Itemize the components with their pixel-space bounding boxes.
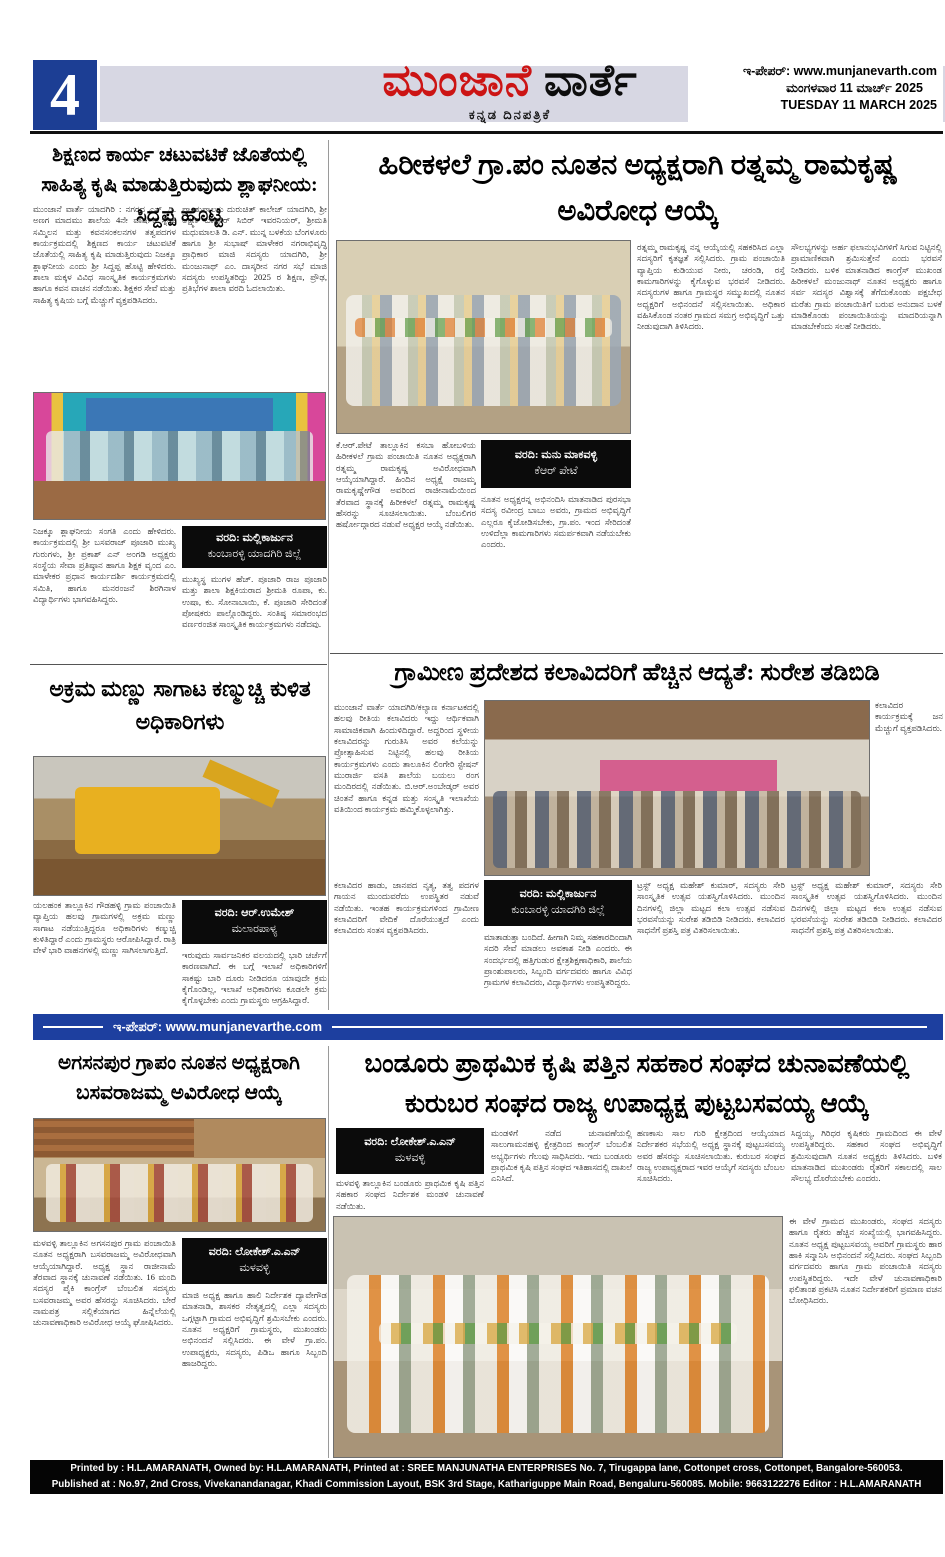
artists-byline-reporter: ವರದಿ: ಮಲ್ಲಿಕಾರ್ಜುನ <box>519 888 597 901</box>
photo-hirikalale-garlands <box>355 318 613 337</box>
photo-excavator-soil <box>34 859 325 895</box>
agasanapura-col1: ಮಳವಳ್ಳಿ ತಾಲ್ಲೂಕಿನ ಅಗಸನಪುರ ಗ್ರಾಮ ಪಂಚಾಯಿತಿ ನೂತನ ಅಧ್ಯಕ್ಷರಾಗಿ ಬಸವರಾಜಮ್ಮ ಅವಿರೋಧವಾಗಿ ಆಯ್ಕೆಯಾಗಿದ್ದಾರೆ. ಅಧ್ಯಕ್ಷ ಸ್ಥಾನ ರಾಜೀನಾಮೆ ತೆರವಾದ ಸ್ಥಾನಕ್ಕೆ ಚುನಾವಣೆ ನಡೆಯಿತು. 16 ಮಂದಿ ಸದಸ್ಯರ ಪೈಕಿ ಕಾಂಗ್ರೆಸ್ ಬೆಂಬಲಿತ ಸದಸ್ಯರು ಬಸವರಾಜಮ್ಮ ಅವರ ಹೆಸರನ್ನು ಸೂಚಿಸಿದರು. ಬೇರೆ ನಾಮಪತ್ರ ಸಲ್ಲಿಕೆಯಾಗದ ಹಿನ್ನೆಲೆಯಲ್ಲಿ ಚುನಾವಣಾಧಿಕಾರಿ ಅವಿರೋಧ ಆಯ್ಕೆ ಘೋಷಿಸಿದರು. <box>33 1238 176 1328</box>
artists-col1: ಮುಂಜಾನೆ ವಾರ್ತೆ ಯಾದಗಿರಿ/ಕಲ್ಯಾಣ ಕರ್ನಾಟಕದಲ್ಲಿ ಹಲವು ರೀತಿಯ ಕಲಾವಿದರು ಇದ್ದು ಆರ್ಥಿಕವಾಗಿ ಸಾಮಾಜಿಕವಾಗಿ ಹಿಂದುಳಿದಿದ್ದಾರೆ. ಅದ್ದರಿಂದ ಸ್ಥಳೀಯ ಕಲಾವಿದರನ್ನು ಗುರುತಿಸಿ ಅವರ ಕಲೆಯನ್ನು ಪ್ರೋತ್ಸಾಹಿಸುವ ನಿಟ್ಟಿನಲ್ಲಿ ಹಲವು ರೀತಿಯ ಕಾರ್ಯಕ್ರಮಗಳು ಎಂದು ತಾಲೂಕಿನ ಲಿಂಗೇರಿ ಸ್ಟೇಷನ್ ಮುರಾರ್ಜಿ ವಸತಿ ಶಾಲೆಯ ಬಯಲು ರಂಗ ಮಂದಿರದಲ್ಲಿ ನಡೆಯಿತು. ಬಿ.ಆರ್.ಅಂಬೇಡ್ಕರ್ ಅವರ ಚಿಂತನೆ ಹಾಗೂ ಕನ್ನಡ ಮತ್ತು ಸಂಸ್ಕೃತಿ ಇಲಾಖೆಯ ವತಿಯಿಂದ ಕಾರ್ಯಕ್ರಮ ಹಮ್ಮಿಕೊಳ್ಳಲಾಗಿತ್ತು. <box>334 702 479 815</box>
photo-hirikalale-people <box>346 295 621 406</box>
photo-artists-audience <box>493 791 862 868</box>
edu-body-col4: ಮುಖ್ಯಸ್ಥ ಮುಗಳ ಹೆಚ್. ಪೂಜಾರಿ ರಾಜ ಪೂಜಾರಿ ಮತ್ತು ಶಾಲಾ ಶಿಕ್ಷಕಿಯರಾದ ಶ್ರೀಮತಿ ರೂಪಾ, ಕು. ಉಷಾ, ಕು. ಸೋನಾಬಾಯಿ, ಕೆ. ಪೂಜಾರಿ ಸೇರಿದಂತೆ ಪೋಷಕರು ಪಾಲ್ಗೊಂಡಿದ್ದರು. ಸಂತಿಷ್ಠ ಸಮಾರಂಭದ ವರ್ಣರಂಜಿತ ಸಾಂಸ್ಕೃತಿಕ ಕಾರ್ಯಕ್ರಮಗಳು ನಡೆದವು. <box>182 574 327 630</box>
soil-col1: ಯಲಹಂಕ ತಾಲ್ಲೂಕಿನ ಗೌಡಹಳ್ಳಿ ಗ್ರಾಮ ಪಂಚಾಯಿತಿ ವ್ಯಾಪ್ತಿಯ ಹಲವು ಗ್ರಾಮಗಳಲ್ಲಿ ಅಕ್ರಮ ಮಣ್ಣು ಸಾಗಾಟ ನಡೆಯುತ್ತಿದ್ದರೂ ಅಧಿಕಾರಿಗಳು ಕಣ್ಮುಚ್ಚಿ ಕುಳಿತಿದ್ದಾರೆ ಎಂದು ಗ್ರಾಮಸ್ಥರು ಆರೋಪಿಸಿದ್ದಾರೆ. ರಾತ್ರಿ ವೇಳೆ ಭಾರಿ ವಾಹನಗಳಲ್ಲಿ ಮಣ್ಣು ಸಾಗಿಸಲಾಗುತ್ತಿದೆ. <box>33 900 176 956</box>
hirikalale-col-r2: ಸೌಲಭ್ಯಗಳನ್ನು ಅರ್ಹ ಫಲಾನುಭವಿಗಳಿಗೆ ಸಿಗುವ ನಿಟ್ಟಿನಲ್ಲಿ ಪ್ರಾಮಾಣಿಕವಾಗಿ ಶ್ರಮಿಸುತ್ತೇನೆ ಎಂದು ಭರವಸೆ ನೀಡಿದರು. ಬಳಿಕ ಮಾತನಾಡಿದ ಕಾಂಗ್ರೆಸ್ ಮುಖಂಡ ಹಿರೀಕಳಲೆ ಮಂಜುನಾಥ್ ನೂತನ ಅಧ್ಯಕ್ಷರು ಹಾಗೂ ಸರ್ವ ಸದಸ್ಯರ ವಿಶ್ವಾಸಕ್ಕೆ ತೆಗೆದುಕೊಂಡು ಪಕ್ಷಬೇಧ ಮರೆತು ಗ್ರಾಮ ಪಂಚಾಯಿತಿಗೆ ಬರುವ ಅನುದಾನ ಬಳಕೆ ಮಾಡಿಕೊಂಡು ಪಂಚಾಯಿತಿಯನ್ನು ಮಾದರಿಯನ್ನಾಗಿ ಮಾಡಬೇಕೆಂದು ಸಲಹೆ ನೀಡಿದರು. <box>791 242 942 332</box>
banduru-byline-reporter: ವರದಿ: ಲೋಕೇಶ್.ಎ.ಎನ್ <box>364 1136 456 1149</box>
hirikalale-col-mid: ನೂತನ ಅಧ್ಯಕ್ಷರನ್ನ ಅಭಿನಂದಿಸಿ ಮಾತನಾಡಿದ ಪುರಸಭಾ ಸದಸ್ಯ ರವೀಂದ್ರ ಬಾಬು ಅವರು, ಗ್ರಾಮದ ಅಭಿವೃದ್ಧಿಗೆ ಎಲ್ಲರೂ ಕೈಜೋಡಿಸಬೇಕು, ಗ್ರಾ.ಪಂ. ಇಂದ ಸೇರಿದಂತೆ ಉಳಿದೆಲ್ಲಾ ಕಾಮಗಾರಿಗಳು ಸಮರ್ಪಕವಾಗಿ ನಡೆಯಬೇಕು ಎಂದರು. <box>481 494 631 550</box>
photo-artists-dais <box>600 760 777 791</box>
hirikalale-col-r1: ರತ್ನಮ್ಮ ರಾಮಕೃಷ್ಣ ನನ್ನ ಆಯ್ಕೆಯಲ್ಲಿ ಸಹಕರಿಸಿದ ಎಲ್ಲಾ ಸದಸ್ಯರಿಗೆ ಕೃತಜ್ಞತೆ ಸಲ್ಲಿಸಿದರು. ಗ್ರಾಮ ಪಂಚಾಯಿತಿ ವ್ಯಾಪ್ತಿಯ ಕುಡಿಯುವ ನೀರು, ಚರಂಡಿ, ರಸ್ತೆ ಕಾಮಗಾರಿಗಳನ್ನು ಕೈಗೊಳ್ಳುವ ಭರವಸೆ ನೀಡಿದರು. ಸದಸ್ಯರುಗಳ ಹಾಗೂ ಗ್ರಾಮಸ್ಥರ ಸಮ್ಮುಖದಲ್ಲಿ ನೂತನ ಅಧ್ಯಕ್ಷರಿಗೆ ಅಭಿನಂದನೆ ಸಲ್ಲಿಸಲಾಯಿತು. ಅಧಿಕಾರ ವಹಿಸಿಕೊಂಡ ನಂತರ ಗ್ರಾಮದ ಸಮಗ್ರ ಅಭಿವೃದ್ಧಿಗೆ ಒತ್ತು ನೀಡುವುದಾಗಿ ತಿಳಿಸಿದರು. <box>637 242 785 332</box>
banduru-byline-place: ಮಳವಳ್ಳಿ <box>394 1152 426 1164</box>
soil-col2: ಇರುವುದು ಸಾರ್ವಜನಿಕರ ವಲಯದಲ್ಲಿ ಭಾರಿ ಚರ್ಚೆಗೆ ಕಾರಣವಾಗಿದೆ. ಈ ಬಗ್ಗೆ ಇಲಾಖೆ ಅಧಿಕಾರಿಗಳಿಗೆ ಸಾಕಷ್ಟು ಬಾರಿ ದೂರು ನೀಡಿದರೂ ಯಾವುದೇ ಕ್ರಮ ಕೈಗೊಂಡಿಲ್ಲ, ಇಲಾಖೆ ಅಧಿಕಾರಿಗಳು ಕೂಡಲೇ ಕ್ರಮ ಕೈಗೊಳ್ಳಬೇಕು ಎಂದು ಗ್ರಾಮಸ್ಥರು ಆಗ್ರಹಿಸಿದ್ದಾರೆ. <box>182 950 327 1006</box>
photo-excavator-body <box>75 787 221 853</box>
headline-hirikalale: ಹಿರೀಕಳಲೆ ಗ್ರಾ.ಪಂ ನೂತನ ಅಧ್ಯಕ್ಷರಾಗಿ ರತ್ನಮ್ಮ ರಾಮಕೃಷ್ಣ ಅವಿರೋಧ ಆಯ್ಕೆ <box>378 149 898 228</box>
masthead <box>310 58 710 122</box>
epaper-banner <box>33 1014 943 1040</box>
agasanapura-col2: ಮಾಜಿ ಅಧ್ಯಕ್ಷ ಹಾಗೂ ಹಾಲಿ ನಿರ್ದೇಶಕ ದ್ಯಾವೇಗೌಡ ಮಾತನಾಡಿ, ಶಾಸಕರ ನೇತೃತ್ವದಲ್ಲಿ ಎಲ್ಲಾ ಸದಸ್ಯರು ಒಗ್ಗಟ್ಟಾಗಿ ಗ್ರಾಮದ ಅಭಿವೃದ್ಧಿಗೆ ಶ್ರಮಿಸಬೇಕು ಎಂದರು. ನೂತನ ಅಧ್ಯಕ್ಷರಿಗೆ ಗ್ರಾಮಸ್ಥರು, ಮುಖಂಡರು ಅಭಿನಂದನೆ ಸಲ್ಲಿಸಿದರು. ಈ ವೇಳೆ ಗ್ರಾ.ಪಂ. ಉಪಾಧ್ಯಕ್ಷರು, ಸದಸ್ಯರು, ಪಿಡಿಒ ಹಾಗೂ ಸಿಬ್ಬಂದಿ ಹಾಜರಿದ್ದರು. <box>182 1290 327 1369</box>
masthead-word-black: ವಾರ್ತೆ <box>544 56 638 105</box>
headline-artists: ಗ್ರಾಮೀಣ ಪ್ರದೇಶದ ಕಲಾವಿದರಿಗೆ ಹೆಚ್ಚಿನ ಆದ್ಯತೆ: ಸುರೇಶ ತಡಿಬಿಡಿ <box>394 660 880 686</box>
masthead-tagline: ಕನ್ನಡ ದಿನಪತ್ರಿಕೆ <box>468 107 552 123</box>
banduru-col4: ಸಿದ್ದಯ್ಯ, ಗಿರಿಧರ ಕೃಷಿಕರು ಗ್ರಾಮದಿಂದ ಈ ವೇಳೆ ಉಪಸ್ಥಿತರಿದ್ದರು. ಸಹಕಾರ ಸಂಘದ ಅಭಿವೃದ್ಧಿಗೆ ಶ್ರಮಿಸುವುದಾಗಿ ನೂತನ ಅಧ್ಯಕ್ಷರು ತಿಳಿಸಿದರು. ಬಳಿಕ ಮಾತನಾಡಿದ ಮುಖಂಡರು ರೈತರಿಗೆ ಸಕಾಲದಲ್ಲಿ ಸಾಲ ಸೌಲಭ್ಯ ದೊರೆಯಬೇಕು ಎಂದರು. <box>791 1128 942 1184</box>
artists-col5: ಟ್ರಸ್ಟ್ ಅಧ್ಯಕ್ಷ ಮಹೇಶ್ ಕುಮಾರ್, ಸದಸ್ಯರು ಸೇರಿ ಸಾಂಸ್ಕೃತಿಕ ಉತ್ಸವ ಯಶಸ್ವಿಗೊಳಿಸಿದರು. ಮುಂದಿನ ದಿನಗಳಲ್ಲಿ ಜಿಲ್ಲಾ ಮಟ್ಟದ ಕಲಾ ಉತ್ಸವ ನಡೆಸುವ ಭರವಸೆಯನ್ನು ಸುರೇಶ ತಡಿಬಿಡಿ ನೀಡಿದರು. ಕಲಾವಿದರ ಸಾಧನೆಗೆ ಪ್ರಶಸ್ತಿ ಪತ್ರ ವಿತರಿಸಲಾಯಿತು. <box>791 880 942 936</box>
artists-col-sliver: ಕಲಾವಿದರ ಕಾರ್ಯಕ್ರಮಕ್ಕೆ ಜನ ಮೆಚ್ಚುಗೆ ವ್ಯಕ್ತಪಡಿಸಿದರು. <box>875 700 943 733</box>
banduru-col3: ಹಣಕಾಸು ಸಾಲ ಗುರಿ ಕ್ಷೇತ್ರದಿಂದ ಆಯ್ಕೆಯಾದ ನಿರ್ದೇಶಕರ ಸಭೆಯಲ್ಲಿ ಅಧ್ಯಕ್ಷ ಸ್ಥಾನಕ್ಕೆ ಪುಟ್ಟಬಸವಯ್ಯ ಅವರ ಹೆಸರನ್ನು ಸೂಚಿಸಲಾಯಿತು. ಕುರುಬರ ಸಂಘದ ರಾಜ್ಯ ಉಪಾಧ್ಯಕ್ಷರಾದ ಇವರ ಆಯ್ಕೆಗೆ ಸದಸ್ಯರು ಬೆಂಬಲ ಸೂಚಿಸಿದರು. <box>637 1128 785 1184</box>
epaper-banner-url: ಇ-ಪೇಪರ್: www.munjanevarthe.com <box>113 1019 323 1034</box>
agasanapura-byline-place: ಮಳವಳ್ಳಿ <box>239 1262 270 1274</box>
banner-dash-right <box>332 1026 927 1028</box>
imprint-footer <box>30 1460 943 1494</box>
banduru-byline <box>336 1128 484 1174</box>
photo-school-banner <box>86 398 272 431</box>
column-divider-top <box>328 140 329 1010</box>
hirikalale-col-left: ಕೆ.ಆರ್.ಪೇಟೆ ತಾಲ್ಲೂಕಿನ ಕಸಬಾ ಹೋಬಳಿಯ ಹಿರೀಕಳಲೆ ಗ್ರಾಮ ಪಂಚಾಯಿತಿ ನೂತನ ಅಧ್ಯಕ್ಷರಾಗಿ ರತ್ನಮ್ಮ ರಾಮಕೃಷ್ಣ ಅವಿರೋಧವಾಗಿ ಆಯ್ಕೆಯಾಗಿದ್ದಾರೆ. ಹಿಂದಿನ ಅಧ್ಯಕ್ಷೆ ರಾಜಮ್ಮ ರಾಮಕೃಷ್ಣೇಗೌಡ ಅವರಿಂದ ರಾಜೀನಾಮೆಯಿಂದ ತೆರವಾದ ಸ್ಥಾನಕ್ಕೆ ಹಿರೀಕಳಲೆ ರತ್ನಮ್ಮ ರಾಮಕೃಷ್ಣ ಹೆಸರನ್ನು ಸೂಚಿಸಲಾಯಿತು. ಬೆಂಬಲಿಗರ ಹರ್ಷೋದ್ಗಾರದ ನಡುವೆ ಅಧ್ಯಕ್ಷರ ಆಯ್ಕೆ ನಡೆಯಿತು. <box>336 440 476 530</box>
photo-banduru-people <box>347 1275 768 1433</box>
soil-byline-place: ಮಲಾರಪಾಳ್ಯ <box>231 923 278 935</box>
imprint-line1: Printed by : H.L.AMARANATH, Owned by: H.L.AMARANATH, Printed at : SREE MANJUNATHA ENTERPRISES No. 7, Tirugappa lane, Cottonpet cross, Cottonpet, Bangalore-560053. <box>70 1463 903 1475</box>
edu-byline-place: ಕುಂಬಾರಳ್ಳಿ ಯಾದಗಿರಿ ಜಿಲ್ಲೆ <box>207 548 302 560</box>
photo-agasanapura-roof <box>34 1119 194 1157</box>
banduru-col1: ಮಳವಳ್ಳಿ ತಾಲ್ಲೂಕಿನ ಬಂಡೂರು ಪ್ರಾಥಮಿಕ ಕೃಷಿ ಪತ್ತಿನ ಸಹಕಾರ ಸಂಘದ ನಿರ್ದೇಶಕ ಮಂಡಳಿ ಚುನಾವಣೆ ನಡೆಯಿತು. <box>336 1178 484 1210</box>
header-rule <box>30 131 943 134</box>
artists-byline <box>484 880 632 926</box>
artists-col4: ಟ್ರಸ್ಟ್ ಅಧ್ಯಕ್ಷ ಮಹೇಶ್ ಕುಮಾರ್, ಸದಸ್ಯರು ಸೇರಿ ಸಾಂಸ್ಕೃತಿಕ ಉತ್ಸವ ಯಶಸ್ವಿಗೊಳಿಸಿದರು. ಮುಂದಿನ ದಿನಗಳಲ್ಲಿ ಜಿಲ್ಲಾ ಮಟ್ಟದ ಕಲಾ ಉತ್ಸವ ನಡೆಸುವ ಭರವಸೆಯನ್ನು ಸುರೇಶ ತಡಿಬಿಡಿ ನೀಡಿದರು. ಕಲಾವಿದರ ಸಾಧನೆಗೆ ಪ್ರಶಸ್ತಿ ಪತ್ರ ವಿತರಿಸಲಾಯಿತು. <box>637 880 785 936</box>
headline-education: ಶಿಕ್ಷಣದ ಕಾರ್ಯ ಚಟುವಟಿಕೆ ಜೊತೆಯಲ್ಲಿ ಸಾಹಿತ್ಯ ಕೃಷಿ ಮಾಡುತ್ತಿರುವುದು ಶ್ಲಾಘನೀಯ: ಸಿದ್ದಪ್ಪ ಹೊಟ್ಟಿ <box>41 144 318 226</box>
epaper-url: ಇ-ಪೇಪರ್: www.munjanevarth.com <box>742 64 937 78</box>
hirikalale-byline-reporter: ವರದಿ: ಮನು ಮಾಕವಳ್ಳಿ <box>514 449 598 462</box>
photo-excavator <box>33 756 326 896</box>
artists-byline-place: ಕುಂಬಾರಳ್ಳಿ ಯಾದಗಿರಿ ಜಿಲ್ಲೆ <box>511 904 605 916</box>
headline-agasanapura: ಅಗಸನಪುರ ಗ್ರಾಪಂ ನೂತನ ಅಧ್ಯಕ್ಷರಾಗಿ ಬಸವರಾಜಮ್ಮ ಅವಿರೋಧ ಆಯ್ಕೆ <box>58 1052 300 1104</box>
artists-col3: ಮಾತಾಡುತ್ತಾ ಬಂದಿದೆ. ಹೀಗಾಗಿ ನಿಮ್ಮ ಸಹಕಾರದಿಂದಾಗಿ ಸದರಿ ಸೇವೆ ಮಾಡಲು ಅವಕಾಶ ನೀಡಿ ಎಂದರು. ಈ ಸಂದರ್ಭದಲ್ಲಿ ಹತ್ತಿಗುಡುರ ಕ್ಷೇತ್ರಶಿಕ್ಷಣಾಧಿಕಾರಿ, ಶಾಲೆಯ ಪ್ರಾಂಶುಪಾಲರು, ಸಿಬ್ಬಂದಿ ವರ್ಗದವರು ಹಾಗೂ ವಿವಿಧ ಗ್ರಾಮಗಳ ಕಲಾವಿದರು, ವಿದ್ಯಾರ್ಥಿಗಳು ಉಪಸ್ಥಿತರಿದ್ದರು. <box>484 932 632 988</box>
agasanapura-byline <box>182 1238 327 1284</box>
header-info-box <box>688 62 943 122</box>
hirikalale-byline <box>481 440 631 488</box>
banner-dash-left <box>43 1026 103 1028</box>
edu-byline <box>182 526 327 568</box>
edu-byline-reporter: ವರದಿ: ಮಲ್ಲಿಕಾರ್ಜುನ <box>216 532 293 545</box>
page-number: 4 <box>30 57 100 133</box>
column-divider-bottom <box>328 1046 329 1458</box>
artists-col2: ಕಲಾವಿದರ ಹಾಡು, ಜಾನಪದ ನೃತ್ಯ, ತತ್ವ ಪದಗಳ ಗಾಯನ ಮುಂದುವರೆದು ಉಪಸ್ಥಿತರ ನಡುವೆ ನಡೆಯಿತು. ಇಂತಹ ಕಾರ್ಯಕ್ರಮಗಳಿಂದ ಗ್ರಾಮೀಣ ಕಲಾವಿದರಿಗೆ ವೇದಿಕೆ ದೊರೆಯುತ್ತದೆ ಎಂದು ಕಲಾವಿದರು ಸಂತಸ ವ್ಯಕ್ತಪಡಿಸಿದರು. <box>334 880 479 936</box>
masthead-title <box>310 58 710 104</box>
edu-body-col2: ಪ್ರಾಂಶುಪಾಲರು ದುರುಚಿತ್ ಕಾಲೇಜ್ ಯಾದಗಿರಿ, ಶ್ರೀ ಲಕ್ಷ್ಮಣ ಬಾಪೂರ್ ಸಿಬಿರ್ ಇವರನಿಯರ್, ಶ್ರೀಮತಿ ಮಧುಮಾಲತಿ ಡಿ. ಎನ್. ಮುನ್ನ ಬಳಕೆಯ ಬೆಂಗಳೂರು ಹಾಗೂ ಶ್ರೀ ಸುಭಾಷ್ ಮಾಳೇಕರ ನಗರಾಭಿವೃದ್ಧಿ ಪ್ರಾಧಿಕಾರ ಮಾಜಿ ಸದಸ್ಯರು ಯಾದಗಿರಿ, ಶ್ರೀ ಮಂಜುನಾಥ್ ಎಂ. ದಾಸ್ಕರೀನ ನಗರ ಸಭೆ ಮಾಜಿ ಸದಸ್ಯರು ಉಪಸ್ಥಿತರಿದ್ದು 2025 ರ ಶಿಕ್ಷಣ, ಪ್ರೌಢ, ಪ್ರತಿಭೆಗಳ ಶಾಲಾ ವರದಿ ಓದಲಾಯಿತು. <box>182 204 327 294</box>
headline-banduru: ಬಂಡೂರು ಪ್ರಾಥಮಿಕ ಕೃಷಿ ಪತ್ತಿನ ಸಹಕಾರ ಸಂಘದ ಚುನಾವಣೆಯಲ್ಲಿ ಕುರುಬರ ಸಂಘದ ರಾಜ್ಯ ಉಪಾಧ್ಯಕ್ಷ ಪುಟ್ಟಬಸವಯ್ಯ ಆಯ್ಕೆ <box>364 1049 910 1119</box>
edu-body-col1: ಮುಂಜಾನೆ ವಾರ್ತೆ ಯಾದಗಿರಿ : ನಗರದ ಎಸ್. ಡಿ. ಅಣಗ ಮಾದಮು ಶಾಲೆಯ 4ನೇ ವಾರ್ಷಿಕ ಸ್ನೇಹ ಸಮ್ಮಿಲನ ಮತ್ತು ಕವನಸಂಕಲನಗಳ ತತ್ವಪದಗಳ ಕಾರ್ಯಕ್ರಮದಲ್ಲಿ ಶಿಕ್ಷಣದ ಕಾರ್ಯ ಚಟುವಟಿಕೆ ಜೊತೆಯಲ್ಲಿ ಸಾಹಿತ್ಯ ಕೃಷಿ ಮಾಡುತ್ತಿರುವುದು ನಿಜಕ್ಕೂ ಶ್ಲಾಘನೀಯ ಎಂದು ಶ್ರೀ ಸಿದ್ದಪ್ಪ ಹೊಟ್ಟಿ ಹೇಳಿದರು. ಶಾಲಾ ಮಕ್ಕಳ ವಿವಿಧ ಸಾಂಸ್ಕೃತಿಕ ಕಾರ್ಯಕ್ರಮಗಳು ಹಾಗೂ ಕವನ ವಾಚನ ನಡೆಯಿತು. ಶಿಕ್ಷಕರ ಸೇವೆ ಮತ್ತು ಸಾಹಿತ್ಯ ಕೃಷಿಯ ಬಗ್ಗೆ ಮೆಚ್ಚುಗೆ ವ್ಯಕ್ತಪಡಿಸಿದರು. <box>33 204 176 305</box>
rule-left-mid <box>30 664 327 665</box>
agasanapura-byline-reporter: ವರದಿ: ಲೋಕೇಶ್.ಎ.ಎನ್ <box>208 1246 301 1259</box>
photo-hirikalale-group <box>336 240 631 434</box>
photo-banduru-group <box>333 1216 783 1458</box>
masthead-word-red: ಮುಂಜಾನೆ <box>382 56 532 105</box>
photo-artists-hall <box>484 700 870 876</box>
photo-school-function <box>33 392 326 520</box>
soil-byline-reporter: ವರದಿ: ಆರ್.ಉಮೇಶ್ <box>214 907 295 920</box>
hirikalale-byline-place: ಕೆಆರ್ ಪೇಟೆ <box>534 465 578 477</box>
photo-agasanapura <box>33 1118 326 1232</box>
edu-body-col3: ನಿಜಕ್ಕೂ ಶ್ಲಾಘನೀಯ ಸಂಗತಿ ಎಂದು ಹೇಳಿದರು. ಕಾರ್ಯಕ್ರಮದಲ್ಲಿ ಶ್ರೀ ಬಸವರಾಜ್ ಪೂಜಾರಿ ಮುಖ್ಯ ಗುರುಗಳು, ಶ್ರೀ ಪ್ರಕಾಶ್ ಎನ್ ಅಂಗಡಿ ಅಧ್ಯಕ್ಷರು ಸಂಸ್ಥೆಯ ಸೇವಾ ಪ್ರತಿಷ್ಠಾನ ಹಾಗೂ ಶಿಕ್ಷಕ ವೃಂದ ಎಂ. ಮಾಳೇಕರ ಪ್ರಧಾನ ಕಾರ್ಯದರ್ಶಿ ಕಾರ್ಯಕ್ರಮದಲ್ಲಿ ಸಮಿತಿ, ಹಾಗೂ ಮನರಂಜನೆ ಶಿರಗಿನಾಳ ವಿದ್ಯಾರ್ಥಿಗಳು ಭಾಗವಹಿಸಿದ್ದರು. <box>33 526 176 605</box>
rule-main-mid <box>330 653 943 654</box>
imprint-line2: Published at : No.97, 2nd Cross, Vivekanandanagar, Khadi Commission Layout, BSK 3rd Stage, Kathariguppe Main Road, Bengaluru-560085. Mobile: 9663122276 Editor : H.L.AMARANATH <box>51 1479 922 1490</box>
date-kannada: ಮಂಗಳವಾರ 11 ಮಾರ್ಚ್ 2025 <box>786 81 923 95</box>
photo-banduru-garlands <box>379 1323 737 1345</box>
photo-agasanapura-people <box>46 1164 314 1222</box>
photo-school-floor <box>34 481 325 519</box>
headline-soil: ಅಕ್ರಮ ಮಣ್ಣು ಸಾಗಾಟ ಕಣ್ಮುಚ್ಚಿ ಕುಳಿತ ಅಧಿಕಾರಿಗಳು <box>49 676 311 734</box>
soil-byline <box>182 900 327 944</box>
date-english: TUESDAY 11 MARCH 2025 <box>780 98 937 112</box>
banduru-col5: ಈ ವೇಳೆ ಗ್ರಾಮದ ಮುಖಂಡರು, ಸಂಘದ ಸದಸ್ಯರು ಹಾಗೂ ರೈತರು ಹೆಚ್ಚಿನ ಸಂಖ್ಯೆಯಲ್ಲಿ ಭಾಗವಹಿಸಿದ್ದರು. ನೂತನ ಅಧ್ಯಕ್ಷ ಪುಟ್ಟಬಸವಯ್ಯ ಅವರಿಗೆ ಗ್ರಾಮಸ್ಥರು ಹಾರ ಹಾಕಿ ಸನ್ಮಾನಿಸಿ ಅಭಿನಂದನೆ ಸಲ್ಲಿಸಿದರು. ಸಂಘದ ಸಿಬ್ಬಂದಿ ವರ್ಗದವರು ಹಾಗೂ ಗ್ರಾಮ ಪಂಚಾಯಿತಿ ಸದಸ್ಯರು ಉಪಸ್ಥಿತರಿದ್ದರು. ಇದೇ ವೇಳೆ ಚುನಾವಣಾಧಿಕಾರಿ ಫಲಿತಾಂಶ ಪ್ರಕಟಿಸಿ ನೂತನ ನಿರ್ದೇಶಕರಿಗೆ ಪ್ರಮಾಣ ವಚನ ಬೋಧಿಸಿದರು. <box>789 1216 942 1306</box>
banduru-col2: ಮಂಡಳಿಗೆ ನಡೆದ ಚುನಾವಣೆಯಲ್ಲಿ ಸಾಲುಗಾಮನಹಳ್ಳಿ ಕ್ಷೇತ್ರದಿಂದ ಕಾಂಗ್ರೆಸ್ ಬೆಂಬಲಿತ ಅಭ್ಯರ್ಥಿಗಳು ಗೆಲುವು ಸಾಧಿಸಿದರು. ಇದು ಬಂಡೂರು ಪ್ರಾಥಮಿಕ ಕೃಷಿ ಪತ್ತಿನ ಸಂಘದ ಇತಿಹಾಸದಲ್ಲಿ ದಾಖಲೆ ಎನಿಸಿದೆ. <box>491 1128 632 1184</box>
